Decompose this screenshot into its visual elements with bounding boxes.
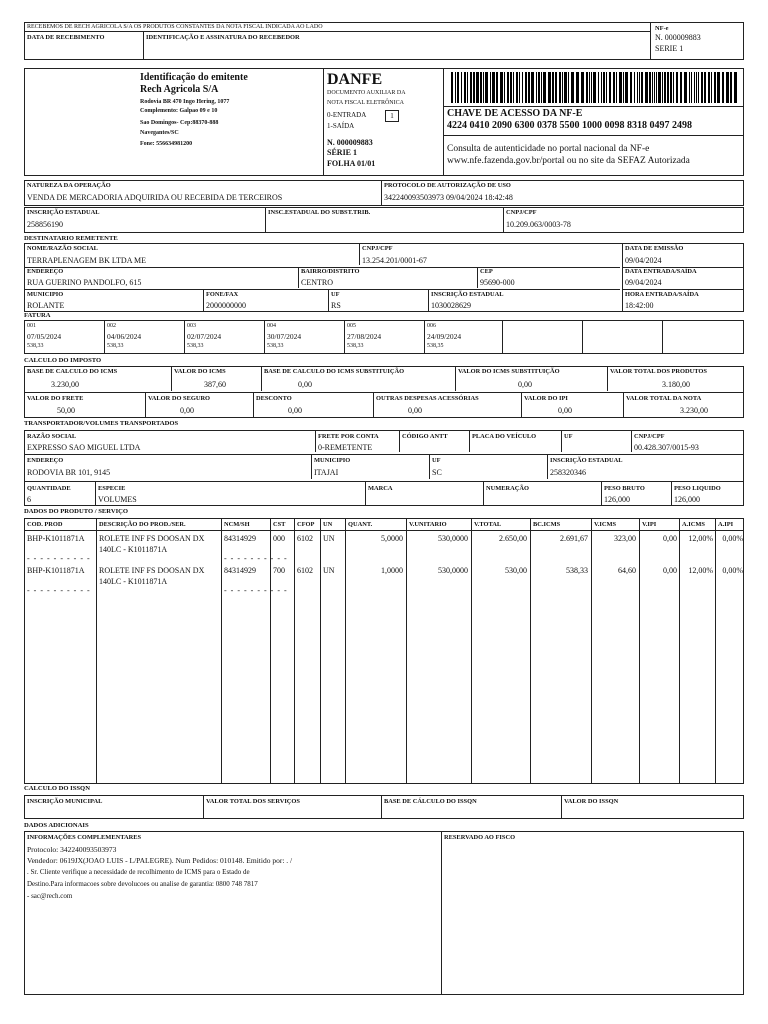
barcode-bar: [513, 72, 514, 103]
parcela-valor: 538,33: [187, 343, 204, 349]
destinatario-section-title: DESTINATARIO REMETENTE: [24, 235, 118, 242]
danfe-entrada: 0-ENTRADA: [327, 111, 367, 119]
dest-emissao-label: DATA DE EMISSÃO: [625, 245, 684, 252]
row-vipi: 0,00: [663, 534, 677, 543]
barcode-bar: [662, 72, 663, 103]
dest-emissao: 09/04/2024: [625, 256, 662, 265]
row-cod: BHP-K1011871A: [27, 534, 85, 543]
col-ncm: NCM/SH: [224, 521, 250, 528]
col-descricao: DESCRIÇÃO DO PROD./SER.: [99, 521, 186, 528]
danfe-header: [24, 68, 744, 176]
table-row: [25, 565, 745, 605]
barcode-bar: [461, 72, 462, 103]
danfe-serie: SÉRIE 1: [327, 148, 358, 157]
barcode-bar: [581, 72, 584, 103]
danfe-sub2: NOTA FISCAL ELETRÔNICA: [327, 100, 404, 106]
barcode-bar: [694, 72, 695, 103]
chave-valor: 4224 0410 2090 6300 0378 5500 1000 0098 8318 0497 2498: [447, 120, 692, 131]
barcode-bar: [455, 72, 456, 103]
natureza-row: [24, 180, 744, 206]
transp-frete-label: FRETE POR CONTA: [318, 433, 379, 440]
barcode-bar: [548, 72, 551, 103]
barcode-bar: [701, 72, 703, 103]
barcode-bar: [641, 72, 643, 103]
transp-uf2: SC: [432, 468, 442, 477]
row-separator: - - - - - - - - - -: [224, 586, 288, 595]
col-vicms: V.ICMS: [594, 521, 617, 528]
barcode-bar: [492, 72, 495, 103]
info-linha: - sac@rech.com: [27, 892, 73, 900]
transp-ie: 258320346: [550, 468, 586, 477]
row-aicms: 12,00%: [688, 534, 713, 543]
barcode-bar: [510, 72, 512, 103]
barcode-bar: [623, 72, 624, 103]
parcela-numero: 005: [347, 323, 356, 329]
danfe-numero: N. 000009883: [327, 138, 373, 147]
barcode-bar: [538, 72, 540, 103]
parcela-data: 07/05/2024: [27, 332, 62, 341]
barcode-bar: [543, 72, 546, 103]
info-linha: Protocolo: 342240093503973: [27, 845, 117, 854]
adicionais-box: [24, 831, 744, 995]
dest-entrada-label: DATA ENTRADA/SAÍDA: [625, 268, 697, 275]
row-cst: 700: [273, 566, 285, 575]
data-recebimento-label: DATA DE RECEBIMENTO: [27, 34, 105, 41]
barcode-bar: [591, 72, 592, 103]
consulta-linha1: Consulta de autenticidade no portal nacional da NF-e: [447, 144, 650, 154]
barcode-bar: [531, 72, 534, 103]
transp-liquido-label: PESO LIQUIDO: [674, 485, 721, 492]
dest-bairro-label: BAIRRO/DISTRITO: [301, 268, 360, 275]
ie-st-label: INSC.ESTADUAL DO SUBST.TRIB.: [268, 209, 371, 216]
desconto: 0,00: [288, 406, 302, 415]
emitente-endereco: Rodovia BR 470 Ingo Hering, 1077: [140, 99, 230, 105]
total-nota-label: VALOR TOTAL DA NOTA: [626, 395, 702, 402]
bc-icms-label: BASE DE CALCULO DO ICMS: [27, 368, 118, 375]
barcode-bar: [457, 72, 459, 103]
v-st-label: VALOR DO ICMS SUBSTITUIÇÃO: [458, 368, 560, 375]
canhoto-recebemos: RECEBEMOS DE RECH AGRICOLA S/A OS PRODUTOS CONSTANTES DA NOTA FISCAL INDICADA AO LADO: [27, 24, 323, 30]
dest-fone: 2000000000: [206, 301, 246, 310]
row-cfop: 6102: [297, 566, 313, 575]
barcode-bar: [598, 72, 599, 103]
row-desc1: ROLETE INF FS DOOSAN DX: [99, 534, 205, 543]
dest-endereco: RUA GUERINO PANDOLFO, 615: [27, 278, 142, 287]
row-aipi: 0,00%: [722, 566, 743, 575]
parcela-valor: 538,33: [347, 343, 364, 349]
dest-municipio: ROLANTE: [27, 301, 65, 310]
col-bcicms: BC.ICMS: [533, 521, 561, 528]
barcode-bar: [480, 72, 482, 103]
danfe-folha: FOLHA 01/01: [327, 159, 376, 168]
row-vtotal: 530,00: [505, 566, 527, 575]
barcode-bar: [625, 72, 628, 103]
barcode-bar: [664, 72, 666, 103]
row-cst: 000: [273, 534, 285, 543]
barcode-bar: [680, 72, 682, 103]
parcela-data: 02/07/2024: [187, 332, 222, 341]
barcode-bar: [613, 72, 615, 103]
transp-uf2-label: UF: [432, 457, 441, 464]
row-ncm: 84314929: [224, 534, 256, 543]
row-vtotal: 2.650,00: [499, 534, 527, 543]
info-linha: . Sr. Cliente verifique a necessidade de recolhimento de ICMS para o Estado de: [27, 868, 250, 876]
seguro: 0,00: [180, 406, 194, 415]
dest-nome: TERRAPLENAGEM BK LTDA ME: [27, 256, 147, 265]
barcode-bar: [730, 72, 732, 103]
row-un: UN: [323, 534, 335, 543]
issqn-valor-label: VALOR DO ISSQN: [564, 798, 619, 805]
inscricao-row: [24, 207, 744, 233]
transp-razao-label: RAZÃO SOCIAL: [27, 433, 77, 440]
transp-marca-label: MARCA: [368, 485, 393, 492]
barcode-bar: [528, 72, 530, 103]
canhoto: [24, 22, 744, 60]
col-cfop: CFOP: [297, 521, 315, 528]
barcode-bar: [619, 72, 622, 103]
info-linha: Destino.Para informacoes sobre devolucoes ou analise de garantia: 0800 748 7817: [27, 880, 258, 888]
ie-valor: 258856190: [27, 220, 63, 229]
dest-uf: RS: [331, 301, 341, 310]
barcode-bar: [667, 72, 669, 103]
dest-cnpj-label: CNPJ/CPF: [362, 245, 393, 252]
v-prod: 3.180,00: [662, 380, 690, 389]
barcode-bar: [696, 72, 697, 103]
row-cod: BHP-K1011871A: [27, 566, 85, 575]
dest-nome-label: NOME/RAZÃO SOCIAL: [27, 245, 98, 252]
transp-qtd: 6: [27, 495, 31, 504]
parcela-numero: 006: [427, 323, 436, 329]
barcode-bar: [525, 72, 527, 103]
parcela-data: 27/08/2024: [347, 332, 382, 341]
transp-endereco-label: ENDEREÇO: [27, 457, 64, 464]
barcode-bar: [606, 72, 607, 103]
barcode-bar: [717, 72, 720, 103]
dest-municipio-label: MUNICIPIO: [27, 291, 64, 298]
row-separator: - - - - - - - - - -: [27, 554, 91, 563]
parcela-data: 04/06/2024: [107, 332, 142, 341]
dest-cep: 95690-000: [480, 278, 515, 287]
barcode-bar: [473, 72, 475, 103]
barcode-bar: [649, 72, 651, 103]
reservado-fisco-label: RESERVADO AO FISCO: [444, 834, 516, 841]
issqn-servicos-label: VALOR TOTAL DOS SERVIÇOS: [206, 798, 300, 805]
barcode-bar: [656, 72, 657, 103]
barcode-bar: [552, 72, 554, 103]
total-nota: 3.230,00: [680, 406, 708, 415]
row-desc2: 140LC - K1011871A: [99, 577, 168, 586]
adicionais-section-title: DADOS ADICIONAIS: [24, 822, 89, 829]
dest-hora: 18:42:00: [625, 301, 654, 310]
fatura-box: [24, 320, 744, 354]
col-un: UN: [323, 521, 333, 528]
barcode-bar: [670, 72, 672, 103]
row-separator: - - - - - - - - - -: [27, 586, 91, 595]
barcode-bar: [654, 72, 655, 103]
seguro-label: VALOR DO SEGURO: [148, 395, 211, 402]
dest-fone-label: FONE/FAX: [206, 291, 239, 298]
barcode-bar: [571, 72, 574, 103]
dest-entrada: 09/04/2024: [625, 278, 662, 287]
identificacao-recebedor-label: IDENTIFICAÇÃO E ASSINATURA DO RECEBEDOR: [146, 34, 300, 41]
row-bc: 2.691,67: [560, 534, 588, 543]
transportador-box: [24, 430, 744, 506]
transp-endereco: RODOVIA BR 101, 9145: [27, 468, 111, 477]
protocolo-label: PROTOCOLO DE AUTORIZAÇÃO DE USO: [384, 182, 511, 189]
natureza-label: NATUREZA DA OPERAÇÃO: [27, 182, 111, 189]
col-cod: COD. PROD: [27, 521, 63, 528]
transp-bruto: 126,000: [604, 495, 630, 504]
barcode-bar: [603, 72, 605, 103]
desconto-label: DESCONTO: [256, 395, 292, 402]
barcode-bar: [639, 72, 640, 103]
transp-municipio: ITAJAI: [314, 468, 339, 477]
barcode-bar: [616, 72, 617, 103]
barcode-bar: [711, 72, 712, 103]
issqn-box: [24, 795, 744, 819]
info-complementares-label: INFORMAÇÕES COMPLEMENTARES: [27, 834, 142, 841]
emitente-cidade: Navegantes/SC: [140, 130, 179, 136]
barcode-bar: [734, 72, 737, 103]
parcela-valor: 538,33: [107, 343, 124, 349]
imposto-section-title: CALCULO DO IMPOSTO: [24, 357, 102, 364]
parcela-numero: 002: [107, 323, 116, 329]
barcode-bar: [698, 72, 699, 103]
v-icms-label: VALOR DO ICMS: [174, 368, 226, 375]
row-vicms: 64,60: [618, 566, 636, 575]
barcode-bar: [722, 72, 724, 103]
ipi: 0,00: [558, 406, 572, 415]
barcode-bar: [470, 72, 472, 103]
barcode-bar: [500, 72, 503, 103]
dest-cnpj: 13.254.201/0001-67: [362, 256, 427, 265]
barcode-bar: [516, 72, 518, 103]
natureza-valor: VENDA DE MERCADORIA ADQUIRIDA OU RECEBIDA DE TERCEIROS: [27, 193, 283, 202]
danfe-sub1: DOCUMENTO AUXILIAR DA: [327, 90, 406, 96]
barcode-bar: [658, 72, 661, 103]
col-aipi: A.IPI: [718, 521, 734, 528]
issqn-im-label: INSCRIÇÃO MUNICIPAL: [27, 798, 103, 805]
parcela-valor: 538,33: [267, 343, 284, 349]
dest-ie-label: INSCRIÇÃO ESTADUAL: [431, 291, 504, 298]
barcode-bar: [496, 72, 498, 103]
danfe-tipo-box: 1: [385, 110, 399, 122]
col-vtotal: V.TOTAL: [474, 521, 502, 528]
dest-endereco-label: ENDEREÇO: [27, 268, 64, 275]
emitente-nome: Rech Agricola S/A: [140, 84, 219, 95]
parcela-valor: 538,33: [27, 343, 44, 349]
barcode-bar: [562, 72, 563, 103]
canhoto-serie: SERIE 1: [655, 44, 684, 53]
barcode-bar: [673, 72, 674, 103]
barcode-bar: [536, 72, 537, 103]
row-separator: - - - - - - - - - -: [224, 554, 288, 563]
barcode-bar: [609, 72, 611, 103]
barcode-bar: [504, 72, 505, 103]
barcode-bar: [451, 72, 453, 103]
bc-st-label: BASE DE CALCULO DO ICMS SUBSTITUIÇÃO: [264, 368, 405, 375]
col-cst: CST: [273, 521, 286, 528]
v-icms: 387,60: [204, 380, 226, 389]
row-vicms: 323,00: [614, 534, 636, 543]
row-vunit: 530,0000: [438, 534, 468, 543]
barcode-bar: [490, 72, 491, 103]
dest-uf-label: UF: [331, 291, 340, 298]
dest-cep-label: CEP: [480, 268, 493, 275]
barcode-bar: [522, 72, 523, 103]
transp-antt-label: CÓDIGO ANTT: [402, 433, 448, 440]
dest-hora-label: HORA ENTRADA/SAÍDA: [625, 291, 699, 298]
row-desc1: ROLETE INF FS DOOSAN DX: [99, 566, 205, 575]
v-st: 0,00: [518, 380, 532, 389]
ipi-label: VALOR DO IPI: [524, 395, 568, 402]
imposto-box: [24, 366, 744, 418]
col-vipi: V.IPI: [642, 521, 657, 528]
col-aicms: A.ICMS: [682, 521, 705, 528]
barcode-bar: [568, 72, 569, 103]
transp-placa-label: PLACA DO VEÍCULO: [472, 433, 537, 440]
produtos-section-title: DADOS DO PRODUTO / SERVIÇO: [24, 508, 129, 515]
issqn-base-label: BASE DE CÁLCULO DO ISSQN: [384, 798, 477, 805]
barcode-bar: [464, 72, 466, 103]
canhoto-nfe-label: NF-e: [655, 25, 669, 32]
barcode-bar: [559, 72, 561, 103]
transp-qtd-label: QUANTIDADE: [27, 485, 71, 492]
emitente-bairro-cep: Sao Domingos- Cep:88370-888: [140, 120, 219, 126]
danfe-saida: 1-SAÍDA: [327, 122, 355, 130]
transp-numeracao-label: NUMERAÇÃO: [486, 485, 529, 492]
barcode-bar: [726, 72, 729, 103]
transp-especie-label: ESPECIE: [98, 485, 126, 492]
barcode-bar: [708, 72, 710, 103]
frete: 50,00: [57, 406, 75, 415]
barcode-bar: [630, 72, 632, 103]
transp-uf-label: UF: [564, 433, 573, 440]
barcode-bar: [507, 72, 509, 103]
barcode-bar: [714, 72, 716, 103]
barcode-bar: [555, 72, 557, 103]
row-desc2: 140LC - K1011871A: [99, 545, 168, 554]
produtos-table: [24, 518, 744, 784]
transp-cnpj: 00.428.307/0015-93: [634, 443, 699, 452]
transp-especie: VOLUMES: [98, 495, 137, 504]
barcode-bar: [676, 72, 678, 103]
transp-liquido: 126,000: [674, 495, 700, 504]
dest-bairro: CENTRO: [301, 278, 333, 287]
v-prod-label: VALOR TOTAL DOS PRODUTOS: [610, 368, 707, 375]
parcela-data: 30/07/2024: [267, 332, 302, 341]
barcode-bar: [652, 72, 653, 103]
destinatario-box: [24, 243, 744, 312]
chave-label: CHAVE DE ACESSO DA NF-E: [447, 108, 583, 119]
parcela-valor: 538,35: [427, 343, 444, 349]
emitente-label: Identificação do emitente: [140, 72, 248, 83]
transp-ie-label: INSCRIÇÃO ESTADUAL: [550, 457, 623, 464]
barcode-bar: [691, 72, 692, 103]
transp-bruto-label: PESO BRUTO: [604, 485, 645, 492]
outras-label: OUTRAS DESPESAS ACESSÓRIAS: [376, 395, 479, 402]
transp-municipio-label: MUNICIPIO: [314, 457, 351, 464]
info-linha: Vendedor: 0619JX(JOAO LUIS - L/PALEGRE). Num Pedidos: 010148. Emitido por: . /: [27, 856, 293, 865]
fatura-section-title: FATURA: [24, 312, 51, 319]
row-aipi: 0,00%: [722, 534, 743, 543]
issqn-section-title: CALCULO DO ISSQN: [24, 785, 90, 792]
outras: 0,00: [408, 406, 422, 415]
barcode-bar: [684, 72, 687, 103]
barcode-image: [451, 72, 737, 103]
col-quant: QUANT.: [348, 521, 373, 528]
emitente-complemento: Complemento: Galpao 09 e 10: [140, 108, 218, 114]
barcode-bar: [467, 72, 468, 103]
bc-st: 0,00: [298, 380, 312, 389]
barcode-bar: [476, 72, 479, 103]
parcela-numero: 001: [27, 323, 36, 329]
consulta-linha2: www.nfe.fazenda.gov.br/portal ou no site da SEFAZ Autorizada: [447, 156, 690, 166]
barcode-bar: [637, 72, 638, 103]
barcode-bar: [704, 72, 706, 103]
frete-label: VALOR DO FRETE: [27, 395, 84, 402]
barcode-bar: [576, 72, 579, 103]
canhoto-numero: N. 000009883: [655, 33, 701, 42]
col-vunit: V.UNITARIO: [409, 521, 447, 528]
transp-frete: 0-REMETENTE: [318, 443, 373, 452]
row-quant: 5,0000: [381, 534, 403, 543]
danfe-title: DANFE: [327, 71, 383, 88]
barcode-bar: [541, 72, 542, 103]
parcela-numero: 003: [187, 323, 196, 329]
emitente-fone: Fone: 556634981200: [140, 141, 193, 147]
row-bc: 538,33: [566, 566, 588, 575]
parcela-numero: 004: [267, 323, 276, 329]
emitente-cnpj: 10.209.063/0003-78: [506, 220, 571, 229]
barcode-bar: [645, 72, 648, 103]
barcode-bar: [485, 72, 488, 103]
barcode-bar: [483, 72, 484, 103]
protocolo-valor: 342240093503973 09/04/2024 18:42:48: [384, 193, 513, 202]
transp-razao: EXPRESSO SAO MIGUEL LTDA: [27, 443, 141, 452]
transp-cnpj-label: CNPJ/CPF: [634, 433, 665, 440]
row-quant: 1,0000: [381, 566, 403, 575]
barcode-bar: [601, 72, 602, 103]
row-vipi: 0,00: [663, 566, 677, 575]
barcode-bar: [689, 72, 690, 103]
barcode-bar: [519, 72, 520, 103]
barcode-bar: [586, 72, 588, 103]
barcode-bar: [593, 72, 596, 103]
barcode-bar: [589, 72, 590, 103]
bc-icms: 3.230,00: [51, 380, 79, 389]
dest-ie: 1030028629: [431, 301, 471, 310]
row-cfop: 6102: [297, 534, 313, 543]
barcode-bar: [634, 72, 635, 103]
row-vunit: 530,0000: [438, 566, 468, 575]
ie-label: INSCRIÇÃO ESTADUAL: [27, 209, 100, 216]
row-aicms: 12,00%: [688, 566, 713, 575]
row-un: UN: [323, 566, 335, 575]
parcela-data: 24/09/2024: [427, 332, 462, 341]
barcode-bar: [564, 72, 567, 103]
emitente-cnpj-label: CNPJ/CPF: [506, 209, 537, 216]
transportador-section-title: TRANSPORTADOR/VOLUMES TRANSPORTADOS: [24, 420, 179, 427]
row-ncm: 84314929: [224, 566, 256, 575]
